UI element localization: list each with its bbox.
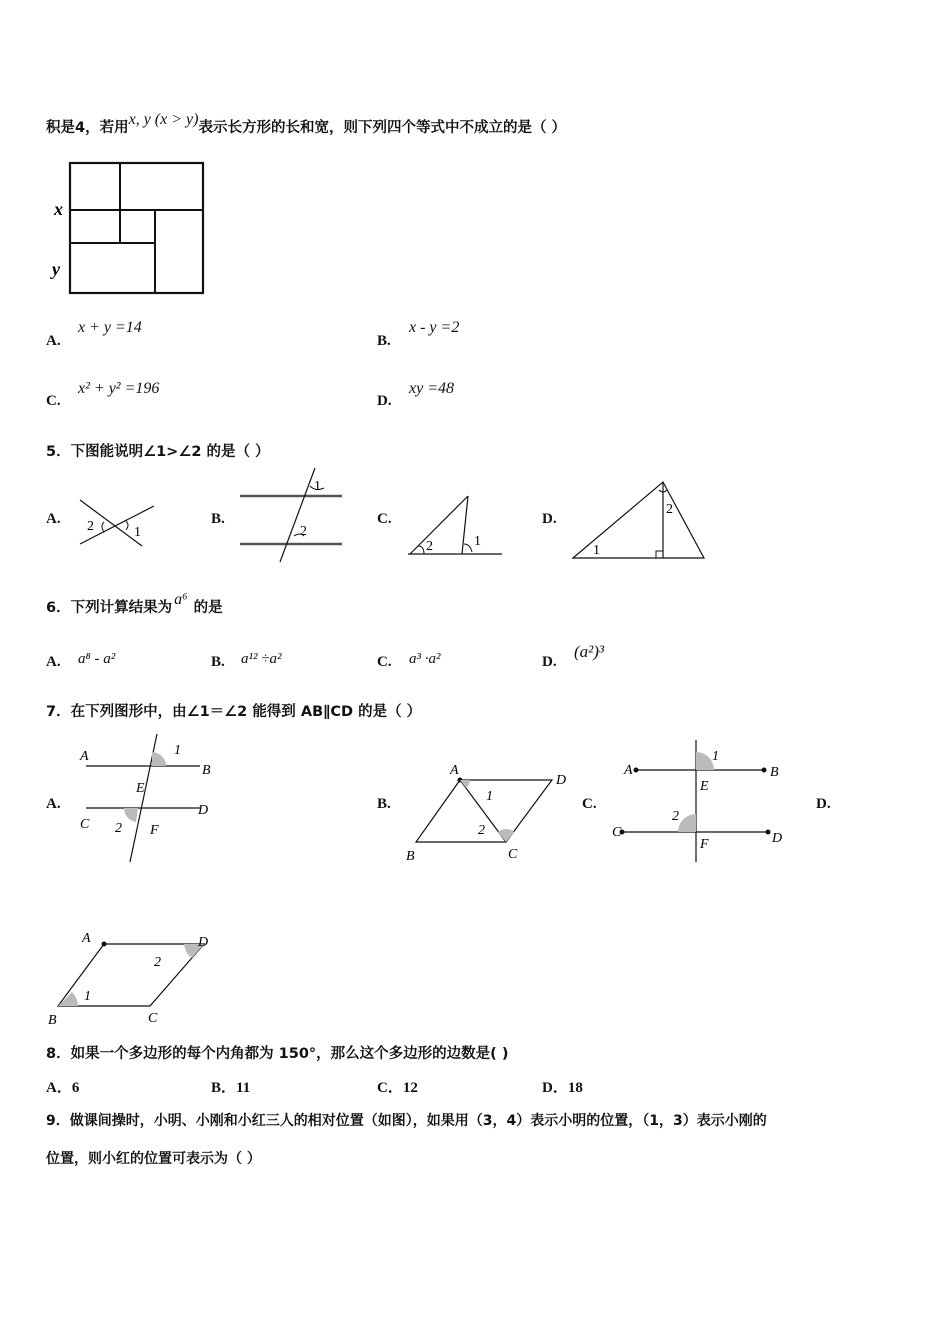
q7d-angle-2: 2 [154, 955, 161, 970]
q7a-point-D: D [198, 803, 209, 818]
q7c-point-E: E [700, 779, 709, 794]
q7-option-a-letter: A. [46, 796, 61, 812]
q4-stem [46, 111, 566, 137]
q7d-point-C: C [148, 1011, 158, 1026]
q5b-angle-1: 1 [314, 479, 321, 494]
q7c-point-C: C [612, 825, 622, 840]
q7-figure-d [44, 928, 220, 1028]
q4-option-c-letter: C. [46, 393, 61, 409]
q7b-point-C: C [508, 847, 518, 862]
q7-figure-c [612, 738, 792, 864]
q7b-point-A: A [450, 763, 459, 778]
q6-option-a-expr: a⁸ - a² [78, 651, 116, 667]
q5-option-b-letter: B. [211, 511, 225, 527]
q5c-angle-1: 1 [474, 534, 481, 549]
q7a-point-E: E [136, 781, 145, 796]
q5d-angle-2: 2 [666, 502, 673, 517]
q7-option-d-letter: D. [816, 796, 831, 812]
q8-option-d-value: 18 [567, 1080, 583, 1096]
q7d-angle-1: 1 [84, 989, 91, 1004]
q5d-angle-1: 1 [593, 543, 600, 558]
q5-option-a-letter: A. [46, 511, 61, 527]
q4-stem-suffix: 表示长方形的长和宽，则下列四个等式中不成立的是（ ） [198, 120, 566, 136]
q5b-angle-2: 2 [300, 524, 307, 539]
q6-option-c-letter: C. [377, 654, 392, 670]
q6-stem-suffix: 的是 [193, 600, 223, 616]
q9-stem-line2: 位置，则小红的位置可表示为（ ） [46, 1151, 261, 1167]
q5-figure-d [570, 478, 710, 562]
q8-option-d-letter: D． [542, 1080, 568, 1096]
q7c-point-F: F [700, 837, 709, 852]
q5-figure-c [406, 492, 506, 560]
q7c-angle-2: 2 [672, 809, 679, 824]
q7a-angle-1: 1 [174, 743, 181, 758]
q4-option-b-expr: x - y =2 [409, 319, 460, 336]
q5-figure-b [238, 466, 344, 564]
q7c-point-D: D [772, 831, 783, 846]
q8-option-a-letter: A． [46, 1080, 72, 1096]
q6-stem-math: a⁶ [174, 591, 188, 608]
q7b-angle-2: 2 [478, 823, 485, 838]
q6-option-a-letter: A. [46, 654, 61, 670]
q7-option-b-letter: B. [377, 796, 391, 812]
q7-figure-b [404, 760, 580, 866]
q4-option-a-letter: A. [46, 333, 61, 349]
q7b-point-D: D [556, 773, 567, 788]
q7d-point-B: B [48, 1013, 57, 1028]
q7a-point-A: A [80, 749, 89, 764]
q5-figure-a [76, 492, 158, 550]
q4-option-a-expr: x + y =14 [78, 319, 142, 336]
q4-option-c-expr: x² + y² =196 [78, 380, 160, 397]
q4-option-d-letter: D. [377, 393, 392, 409]
q4-label-x: x [54, 199, 63, 219]
q5-option-c-letter: C. [377, 511, 392, 527]
q8-stem: 8．如果一个多边形的每个内角都为 150°，那么这个多边形的边数是( ) [46, 1046, 509, 1062]
q4-stem-math: x, y (x > y) [128, 111, 199, 128]
q7b-angle-1: 1 [486, 789, 493, 804]
q6-option-d-letter: D. [542, 654, 557, 670]
q6-option-b-expr: a¹² ÷a² [241, 651, 282, 667]
q8-option-c [377, 1076, 418, 1097]
q7b-point-B: B [406, 849, 415, 864]
q7d-point-A: A [82, 931, 91, 946]
q7c-point-A: A [624, 763, 633, 778]
q6-option-c-expr: a³ ·a² [409, 651, 441, 667]
q4-option-b-letter: B. [377, 333, 391, 349]
q5c-angle-2: 2 [426, 539, 433, 554]
q4-option-d-expr: xy =48 [409, 380, 454, 397]
q4-stem-prefix: 积是4，若用 [46, 120, 129, 136]
q8-option-b [211, 1076, 250, 1097]
q8-option-b-letter: B． [211, 1080, 237, 1096]
q6-stem [46, 591, 223, 617]
q6-stem-prefix: 6．下列计算结果为 [46, 600, 173, 616]
q6-option-b-letter: B. [211, 654, 225, 670]
q4-label-y: y [52, 259, 60, 279]
q7a-angle-2: 2 [115, 821, 122, 836]
q7c-angle-1: 1 [712, 749, 719, 764]
q5-stem: 5．下图能说明∠1>∠2 的是（ ） [46, 444, 270, 460]
q7a-point-F: F [150, 823, 159, 838]
q8-option-b-value: 11 [236, 1080, 251, 1096]
q7c-point-B: B [770, 765, 779, 780]
q6-option-d-expr: (a²)³ [574, 642, 605, 661]
q7-stem: 7．在下列图形中，由∠1＝∠2 能得到 AB∥CD 的是（ ） [46, 704, 422, 720]
q8-option-c-letter: C． [377, 1080, 403, 1096]
q4-rectangle-figure [50, 160, 210, 298]
q5a-angle-1: 1 [134, 525, 141, 540]
q8-option-a-value: 6 [71, 1080, 80, 1096]
q7-option-c-letter: C. [582, 796, 597, 812]
q7a-point-B: B [202, 763, 211, 778]
q8-option-c-value: 12 [402, 1080, 418, 1096]
q8-option-d [542, 1076, 583, 1097]
q5a-angle-2: 2 [87, 519, 94, 534]
q7-figure-a [72, 732, 222, 864]
q7a-point-C: C [80, 817, 90, 832]
q8-option-a [46, 1076, 79, 1097]
q5-option-d-letter: D. [542, 511, 557, 527]
q9-stem-line1: 9．做课间操时，小明、小刚和小红三人的相对位置（如图），如果用（3，4）表示小明的位置，（1，3）表示小刚的 [46, 1113, 767, 1129]
q7d-point-D: D [198, 935, 209, 950]
